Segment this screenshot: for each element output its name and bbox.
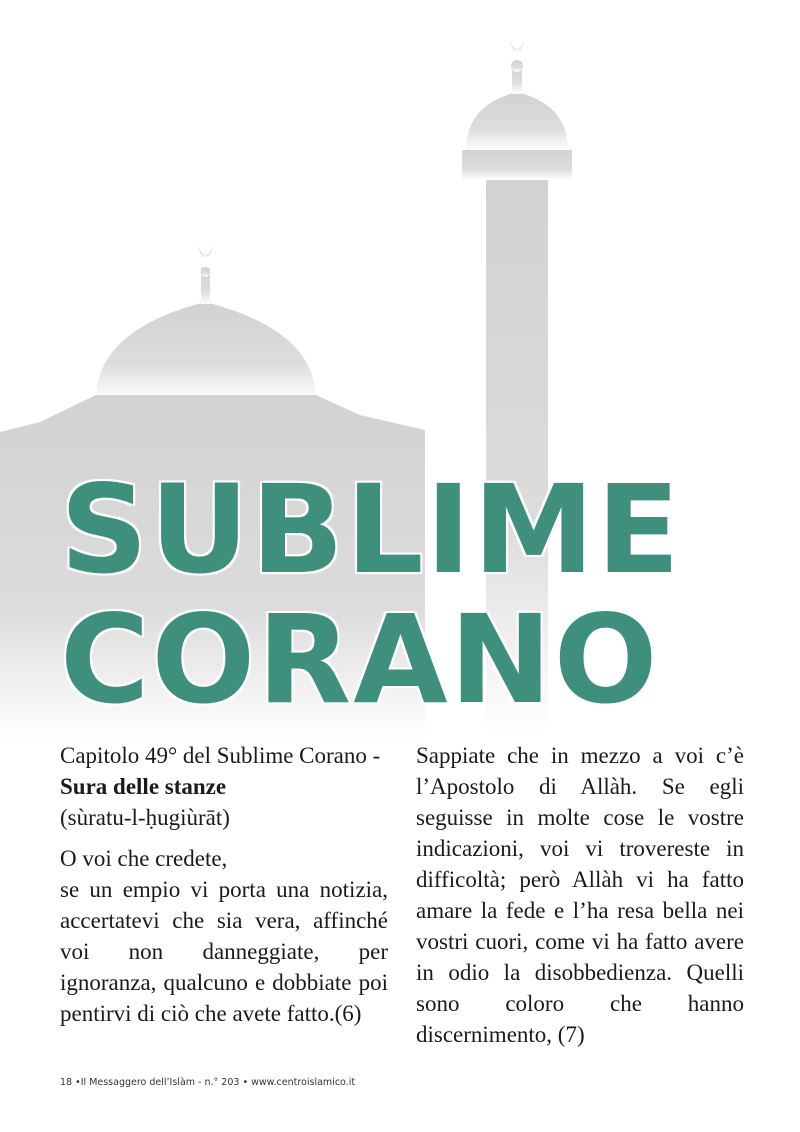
title-line-1: SUBLIME (60, 459, 682, 601)
page-title (60, 459, 760, 731)
sura-transliteration: (sùratu-l-ḥugiùrāt) (60, 805, 230, 830)
chapter-heading (60, 740, 388, 833)
publication-name: •Il Messaggero dell’Islàm - n.° 203 • (75, 1077, 249, 1088)
verse-7-body: Sappiate che in mezzo a voi c’è l’Apostolo di Allàh. Se egli seguisse in molte cose le vostre indicazioni, voi vi trovereste in difficoltà; però Allàh vi ha fatto amare la fede e l’ha resa bella nei vostri cuori, come vi ha fatto avere in odio la disobbedienza. Quelli sono coloro che hanno discernimento, (7) (416, 743, 744, 1047)
page-footer (60, 1077, 355, 1088)
sura-name: Sura delle stanze (60, 774, 227, 799)
verse-6-body: se un empio vi porta una notizia, accertatevi che sia vera, affinché voi non danneggiate, per ignoranza, qualcuno e dobbiate poi pentirvi di ciò che avete fatto.(6) (60, 877, 388, 1026)
verse-6-intro: O voi che credete, (60, 846, 228, 871)
website-link[interactable]: www.centroislamico.it (251, 1077, 356, 1088)
page-number: 18 (60, 1077, 73, 1088)
right-text-column (416, 740, 744, 1050)
left-text-column (60, 740, 388, 1029)
title-line-2: CORANO (60, 589, 660, 731)
chapter-heading-prefix: Capitolo 49° del Sublime Corano - (60, 743, 381, 768)
